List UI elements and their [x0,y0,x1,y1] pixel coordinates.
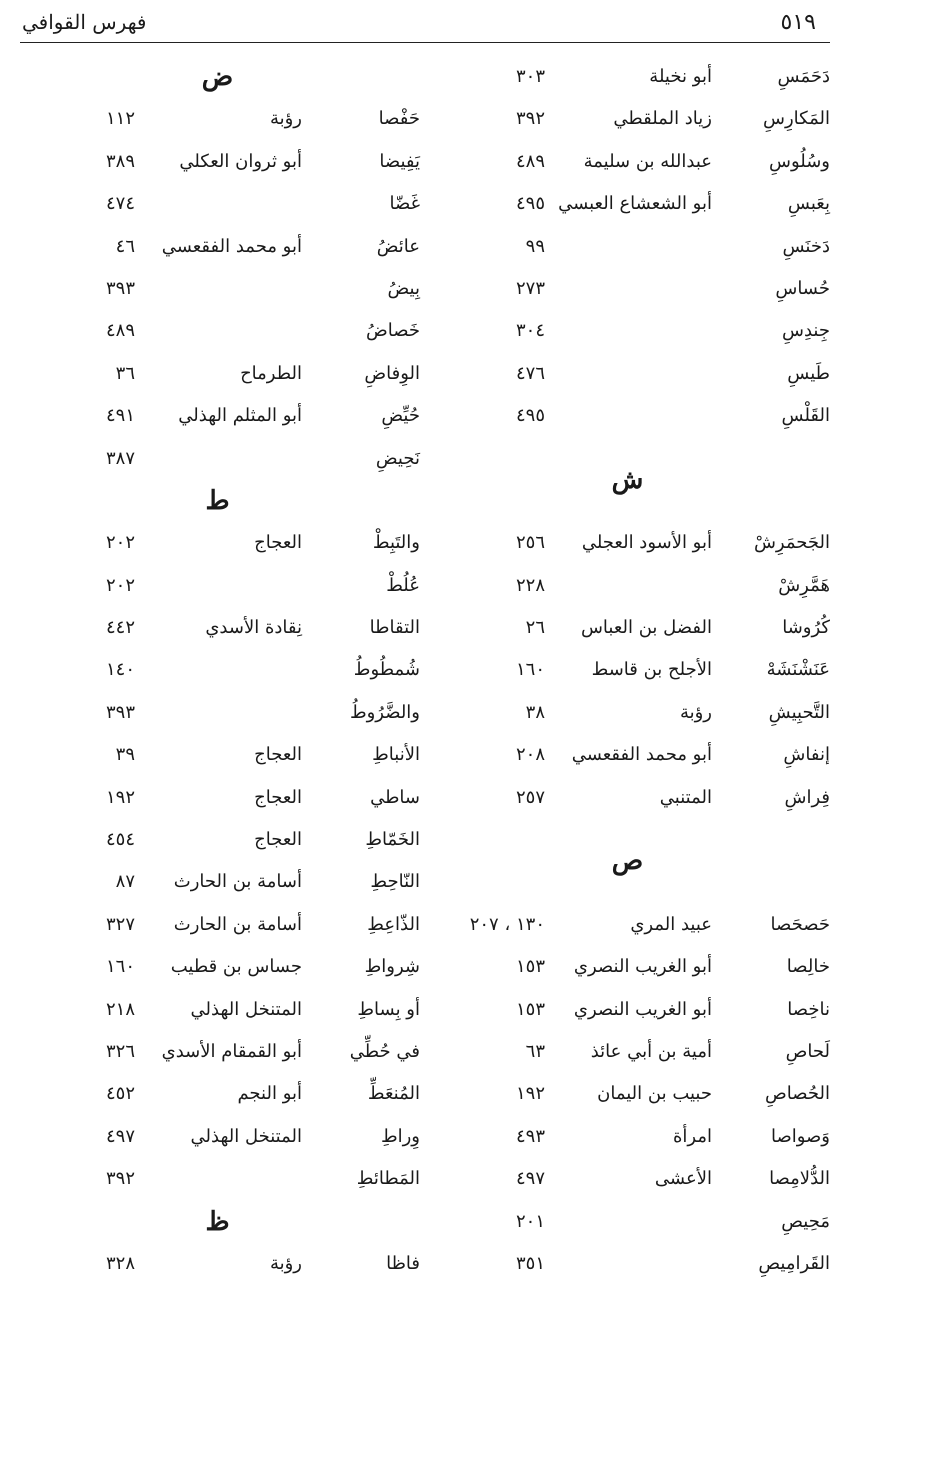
section-letter-heading: ض [201,62,234,92]
page-reference: ٤٩٧ [105,1125,135,1147]
index-entry-row [425,1073,830,1115]
rhyme-word: في حُطِّي [349,1040,420,1062]
rhyme-word: هَمَّرِشْ [778,574,830,596]
index-entry-row [425,141,830,183]
page-reference: ٩٩ [525,235,545,257]
rhyme-word: الحُصاصِ [765,1083,830,1105]
page-reference: ١٦٠ [105,956,135,978]
poet-name: أبو نخيلة [649,66,712,87]
poet-name: حبيب بن اليمان [597,1083,712,1105]
page-reference: ٤٥٢ [105,1083,135,1105]
poet-name: أبو محمد الفقعسي [571,744,712,766]
poet-name: العجاج [254,786,302,808]
index-entry-row [15,1243,420,1285]
page-reference: ٢٠٨ [515,744,545,766]
index-entry-row [425,268,830,310]
rhyme-word: وَصواصا [770,1125,830,1147]
page-reference: ٢٠١ [515,1210,545,1232]
index-entry-row [425,904,830,946]
poet-name: أبو القمقام الأسدي [161,1040,302,1062]
page-number: ٥١٩ [780,10,816,35]
poet-name: عبدالله بن سليمة [583,150,712,172]
poet-name: امرأة [672,1125,712,1147]
section-letter-heading: ط [205,485,230,516]
rhyme-word: حَصحَصا [770,913,830,935]
index-entry-row [15,1158,420,1200]
page-reference: ١٩٢ [105,786,135,808]
page-reference: ١٥٣ [515,956,545,978]
index-entry-row [15,777,420,819]
rhyme-word: حَفْصا [378,108,420,130]
index-entry-row [15,395,420,437]
rhyme-word: القَلْسِ [781,405,830,427]
page-reference: ٣٥١ [515,1252,545,1274]
poet-name: أمية بن أبي عائذ [590,1041,712,1063]
rhyme-word: عَنَشْنَشَهْ [766,659,830,681]
index-entry-row [15,819,420,861]
page-reference: ٣٠٣ [515,66,545,87]
section-letter-heading: ص [611,846,644,877]
index-entry-row [15,1031,420,1073]
rhyme-word: خالِصا [786,956,830,978]
index-entry-row [425,989,830,1031]
rhyme-word: دَحَمَسِ [777,66,830,87]
running-title: فهرس القوافي [22,10,147,34]
page-reference: ٤٦ [115,235,135,257]
section-letter-heading: ش [611,464,644,495]
index-entry-row [425,1201,830,1243]
rhyme-word: عائضُ [376,235,420,257]
page-reference: ٤٨٩ [515,150,545,172]
page-reference: ٤٧٦ [515,362,545,384]
page-reference: ٨٧ [115,871,135,893]
rhyme-word: الجَحمَرِشْ [753,532,830,554]
page-reference: ١٩٢ [515,1083,545,1105]
page-reference: ٣٨٧ [105,447,135,469]
page-reference: ٣٦ [115,362,135,384]
index-entry-row [15,861,420,903]
rhyme-word: جِندِسِ [782,320,830,342]
rhyme-word: الخَمّاطِ [365,829,420,851]
rhyme-word: نَحِيضِ [375,447,420,469]
page-reference: ٢٥٦ [515,532,545,554]
poet-name: رؤبة [269,1252,302,1274]
rhyme-word: ناخِصا [787,998,830,1020]
page-reference: ٣٩٣ [105,277,135,299]
poet-name: أسامة بن الحارث [173,871,302,893]
poet-name: رؤبة [269,108,302,130]
rhyme-word: يَفِيضا [379,150,420,172]
index-entry-row [425,226,830,268]
rhyme-word: طَيسِ [787,362,830,384]
index-entry-row [425,395,830,437]
page-reference: ٣٨ [525,701,545,723]
poet-name: العجاج [254,829,302,851]
rhyme-word: والتَبِطْ [372,532,420,554]
index-entry-row [15,438,420,480]
poet-name: الأجلح بن قاسط [591,659,712,681]
rhyme-word: خَصاضُ [366,320,420,342]
poet-name: أبو الغريب النصري [573,998,712,1020]
page-reference: ٤٧٤ [105,193,135,215]
index-entry-row [425,607,830,649]
rhyme-word: وسُلُوسِ [768,150,830,172]
page-reference: ٣٢٧ [105,913,135,935]
page-reference: ٤٩٣ [515,1125,545,1147]
index-entry-row [15,734,420,776]
page-reference: ٢٢٨ [515,574,545,596]
index-entry-row [15,649,420,691]
index-entry-row [15,522,420,564]
poet-name: أبو المثلم الهذلي [178,405,302,427]
index-entry-row [425,1116,830,1158]
page-reference: ١٤٠ [105,659,135,681]
index-entry-row [425,310,830,352]
rhyme-word: والضَّرُوطُ [349,701,420,723]
rhyme-word: المُنعَطِّ [367,1083,420,1105]
page-reference: ٣٢٦ [105,1040,135,1062]
rhyme-word: شِرواطِ [364,956,420,978]
rhyme-word: التَّحبِيشِ [768,701,830,723]
rhyme-word: حُيِّضِ [381,405,420,427]
page-reference: ٤٩١ [105,405,135,427]
rhyme-word: المَطائطِ [356,1168,420,1190]
rhyme-word: المَكارِسِ [763,108,830,130]
page-reference: ٤٥٤ [105,829,135,851]
rhyme-word: الذّاعِطِ [367,913,420,935]
page-reference: ٢٥٧ [515,786,545,808]
poet-name: جساس بن قطيب [170,956,302,978]
page-reference: ١٦٠ [515,659,545,681]
index-entry-row [425,183,830,225]
rhyme-word: بِيضُ [387,277,420,299]
rhyme-word: وِراطِ [380,1125,420,1147]
index-entry-row [425,649,830,691]
index-entry-row [425,353,830,395]
page-reference: ٣٩٣ [105,701,135,723]
page-reference: ٢٠٢ [105,574,135,596]
poet-name: المتنخل الهذلي [190,998,302,1020]
rhyme-word: ساطي [370,786,420,808]
rhyme-word: فاظا [386,1252,420,1274]
page-reference: ٦٣ [525,1041,545,1063]
page-reference: ٣٩٢ [515,108,545,130]
page-reference: ٢٠٢ [105,532,135,554]
rhyme-word: التقاطا [369,617,420,639]
poet-name: المتنبي [659,786,712,808]
poet-name: أبو النجم [237,1083,302,1105]
page-reference: ٤٩٧ [515,1168,545,1190]
poet-name: زياد الملقطي [613,108,712,130]
index-entry-row [15,98,420,140]
index-entry-row [15,1073,420,1115]
page-reference: ٣٩٢ [105,1168,135,1190]
poet-name: الفضل بن العباس [580,617,712,639]
poet-name: أبو الشعشاع العبسي [558,193,712,215]
index-entry-row [425,522,830,564]
page-reference: ١٣٠ ، ٢٠٧ [469,913,545,935]
rhyme-word: النّاحِطِ [370,871,420,893]
page-reference: ٣٩ [115,744,135,766]
rhyme-word: الأنباطِ [372,744,420,766]
page-reference: ٣٠٤ [515,320,545,342]
index-entry-row [15,141,420,183]
index-entry-row [425,777,830,819]
index-entry-row [425,1243,830,1285]
index-entry-row [15,353,420,395]
rhyme-word: حُساسِ [775,277,830,299]
rhyme-word: دَخنَسِ [782,235,830,257]
page-header [20,6,830,43]
index-entry-row [15,183,420,225]
poet-name: العجاج [254,532,302,554]
index-entry-row [425,946,830,988]
poet-name: أبو الغريب النصري [573,956,712,978]
page-reference: ١٥٣ [515,998,545,1020]
page-reference: ٣٢٨ [105,1252,135,1274]
rhyme-word: أو بِساطِ [357,998,420,1020]
section-letter-heading: ظ [205,1206,230,1237]
page-reference: ٤٩٥ [515,405,545,427]
index-entry-row [425,565,830,607]
poet-name: العجاج [254,744,302,766]
page-reference: ٢٦ [525,617,545,639]
rhyme-word: إنفاشِ [783,744,830,766]
rhyme-word: شُمطُوطُ [353,659,420,681]
rhyme-word: كُرُوشا [782,617,830,639]
index-entry-row [15,268,420,310]
poet-name: عبيد المري [630,913,712,935]
rhyme-word: مَحِيصِ [781,1210,830,1232]
index-entry-row [15,565,420,607]
rhyme-word: الدُّلامِصا [769,1168,830,1190]
index-entry-row [15,904,420,946]
poet-name: المتنخل الهذلي [190,1125,302,1147]
poet-name: رؤبة [679,701,712,723]
rhyme-word: القَرامِيصِ [758,1252,830,1274]
index-entry-row [425,56,830,98]
poet-name: أسامة بن الحارث [173,913,302,935]
index-entry-row [15,226,420,268]
index-entry-row [15,946,420,988]
poet-name: أبو الأسود العجلي [581,532,712,554]
rhyme-word: عُلُطْ [386,574,420,596]
poet-name: أبو محمد الفقعسي [161,235,302,257]
index-entry-row [425,734,830,776]
index-entry-row [15,1116,420,1158]
index-entry-row [425,1031,830,1073]
poet-name: الطرماح [240,362,302,384]
page-reference: ٣٨٩ [105,150,135,172]
page-reference: ٤٩٥ [515,193,545,215]
page-reference: ١١٢ [105,108,135,130]
rhyme-word: بِعَبسِ [787,193,830,215]
index-entry-row [15,692,420,734]
poet-name: أبو ثروان العكلي [179,150,302,172]
poet-name: الأعشى [654,1168,712,1190]
page-reference: ٢١٨ [105,998,135,1020]
page-reference: ٤٤٢ [105,617,135,639]
index-entry-row [15,607,420,649]
rhyme-word: غَضّا [389,193,420,215]
index-entry-row [425,692,830,734]
index-entry-row [15,989,420,1031]
index-column-right [425,56,830,1285]
index-column-left [15,56,420,1285]
index-entry-row [425,1158,830,1200]
index-entry-row [15,310,420,352]
index-entry-row [425,98,830,140]
poet-name: نِقادة الأسدي [205,617,302,639]
rhyme-word: فِراشِ [784,786,830,808]
page-reference: ٢٧٣ [515,277,545,299]
rhyme-word: لَحاصِ [785,1041,830,1063]
page-reference: ٤٨٩ [105,320,135,342]
rhyme-word: الوِفاضِ [364,362,420,384]
